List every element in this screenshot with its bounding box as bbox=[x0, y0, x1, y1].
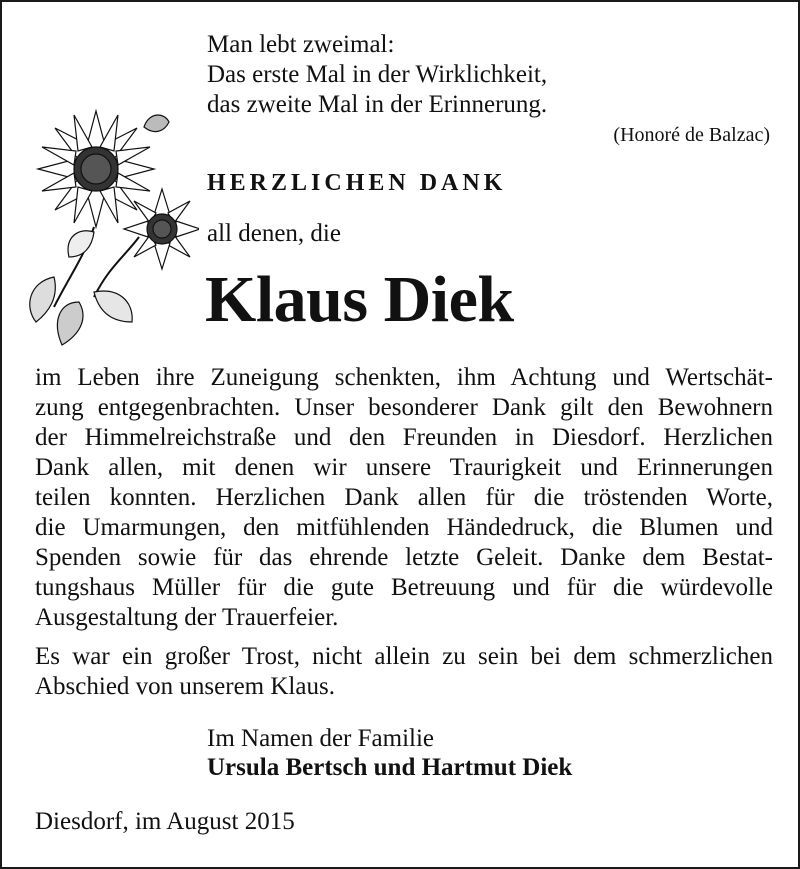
body-line: der Himmelreichstraße und den Freunden in Diesdorf. Herzlichen bbox=[35, 424, 773, 451]
body-line: tungshaus Müller für die gute Betreuung und für die würdevolle bbox=[35, 574, 773, 601]
body-line: Es war ein großer Trost, nicht allein zu sein bei dem schmerzlichen bbox=[35, 643, 773, 670]
deceased-name: Klaus Diek bbox=[205, 263, 514, 336]
intro-text: all denen, die bbox=[207, 220, 341, 247]
signature-names: Ursula Bertsch und Hartmut Diek bbox=[207, 754, 573, 781]
body-line: teilen konnten. Herzlichen Dank allen für die tröstenden Worte, bbox=[35, 484, 773, 511]
quote-line: das zweite Mal in der Erinnerung. bbox=[207, 91, 548, 118]
body-line: Spenden sowie für das ehrende letzte Geleit. Danke dem Bestat- bbox=[35, 544, 773, 571]
place-date: Diesdorf, im August 2015 bbox=[35, 808, 295, 835]
body-line: im Leben ihre Zuneigung schenkten, ihm Achtung und Wertschät- bbox=[35, 364, 773, 391]
quote-line: Das erste Mal in der Wirklichkeit, bbox=[207, 61, 548, 88]
body-line: Ausgestaltung der Trauerfeier. bbox=[35, 604, 339, 631]
body-line: Dank allen, mit denen wir unsere Traurigkeit und Erinnerungen bbox=[35, 454, 773, 481]
body-line: zung entgegenbrachten. Unser besonderer Dank gilt den Bewohnern bbox=[35, 394, 773, 421]
signature-intro: Im Namen der Familie bbox=[207, 725, 435, 752]
body-line: Abschied von unserem Klaus. bbox=[35, 673, 335, 700]
quote-line: Man lebt zweimal: bbox=[207, 31, 395, 58]
heading-thanks: HERZLICHEN DANK bbox=[207, 170, 507, 196]
quote-author: (Honoré de Balzac) bbox=[613, 124, 770, 146]
body-line: die Umarmungen, den mitfühlenden Händedruck, die Blumen und bbox=[35, 514, 773, 541]
sunflower-icon bbox=[24, 107, 199, 347]
